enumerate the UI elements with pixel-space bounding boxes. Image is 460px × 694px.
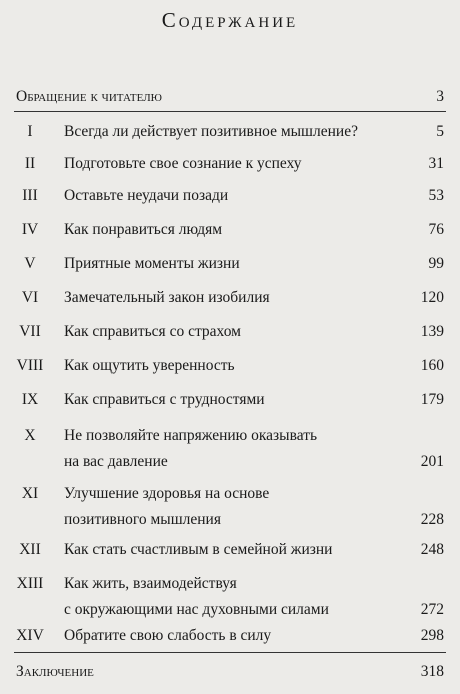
chapter-page: 298 — [420, 627, 444, 644]
chapter-page: 179 — [420, 391, 444, 408]
chapter-title-line2: с окружающими нас духовными силами — [64, 601, 329, 618]
toc-entry-label: Заключение — [16, 663, 94, 680]
chapter-number: II — [24, 155, 36, 172]
chapter-page: 228 — [420, 511, 444, 528]
chapter-title: Не позволяйте напряжению оказывать — [64, 427, 318, 444]
chapter-page: 160 — [420, 357, 444, 374]
chapter-title: Как справиться со страхом — [64, 323, 241, 340]
chapter-page: 120 — [420, 289, 444, 306]
chapter-title: Как жить, взаимодействуя — [64, 575, 237, 592]
chapter-title: Приятные моменты жизни — [64, 255, 240, 272]
chapter-title: Как ощутить уверенность — [64, 357, 235, 374]
chapter-number: I — [27, 123, 33, 140]
divider — [14, 111, 446, 112]
chapter-number: III — [22, 187, 38, 204]
chapter-number: X — [24, 427, 36, 444]
chapter-number: XIII — [16, 575, 44, 592]
chapter-number: IX — [21, 391, 39, 408]
chapter-number: XIV — [16, 627, 44, 644]
chapter-title: Улучшение здоровья на основе — [64, 485, 270, 502]
chapter-title: Оставьте неудачи позади — [64, 187, 229, 204]
chapter-title: Как понравиться людям — [64, 221, 223, 238]
chapter-page: 99 — [428, 255, 444, 272]
chapter-number: VIII — [16, 357, 44, 374]
chapter-page: 139 — [420, 323, 444, 340]
chapter-title: Как справиться с трудностями — [64, 391, 265, 408]
toc-entry-page: 318 — [420, 663, 444, 680]
chapter-page: 201 — [420, 453, 444, 470]
chapter-number: VII — [19, 323, 41, 340]
chapter-number: XI — [21, 485, 39, 502]
chapter-page: 53 — [428, 187, 444, 204]
chapter-title: Подготовьте свое сознание к успеху — [64, 155, 302, 172]
chapter-number: XII — [19, 541, 41, 558]
toc-entry-page: 3 — [436, 88, 444, 105]
chapter-title-line2: на вас давление — [64, 453, 168, 470]
chapter-title: Всегда ли действует позитивное мышление? — [64, 123, 358, 140]
chapter-page: 5 — [436, 123, 444, 140]
divider — [14, 652, 446, 653]
chapter-page: 272 — [420, 601, 444, 618]
chapter-number: IV — [21, 221, 39, 238]
chapter-page: 76 — [428, 221, 444, 238]
page-title: Содержание — [161, 8, 299, 32]
chapter-page: 31 — [428, 155, 444, 172]
chapter-title-line2: позитивного мышления — [64, 511, 221, 528]
chapter-number: V — [24, 255, 36, 272]
chapter-number: VI — [21, 289, 39, 306]
chapter-title: Как стать счастливым в семейной жизни — [64, 541, 333, 558]
chapter-title: Замечательный закон изобилия — [64, 289, 270, 306]
chapter-page: 248 — [420, 541, 444, 558]
toc-entry-label: Обращение к читателю — [16, 88, 162, 105]
chapter-title: Обратите свою слабость в силу — [64, 627, 272, 644]
